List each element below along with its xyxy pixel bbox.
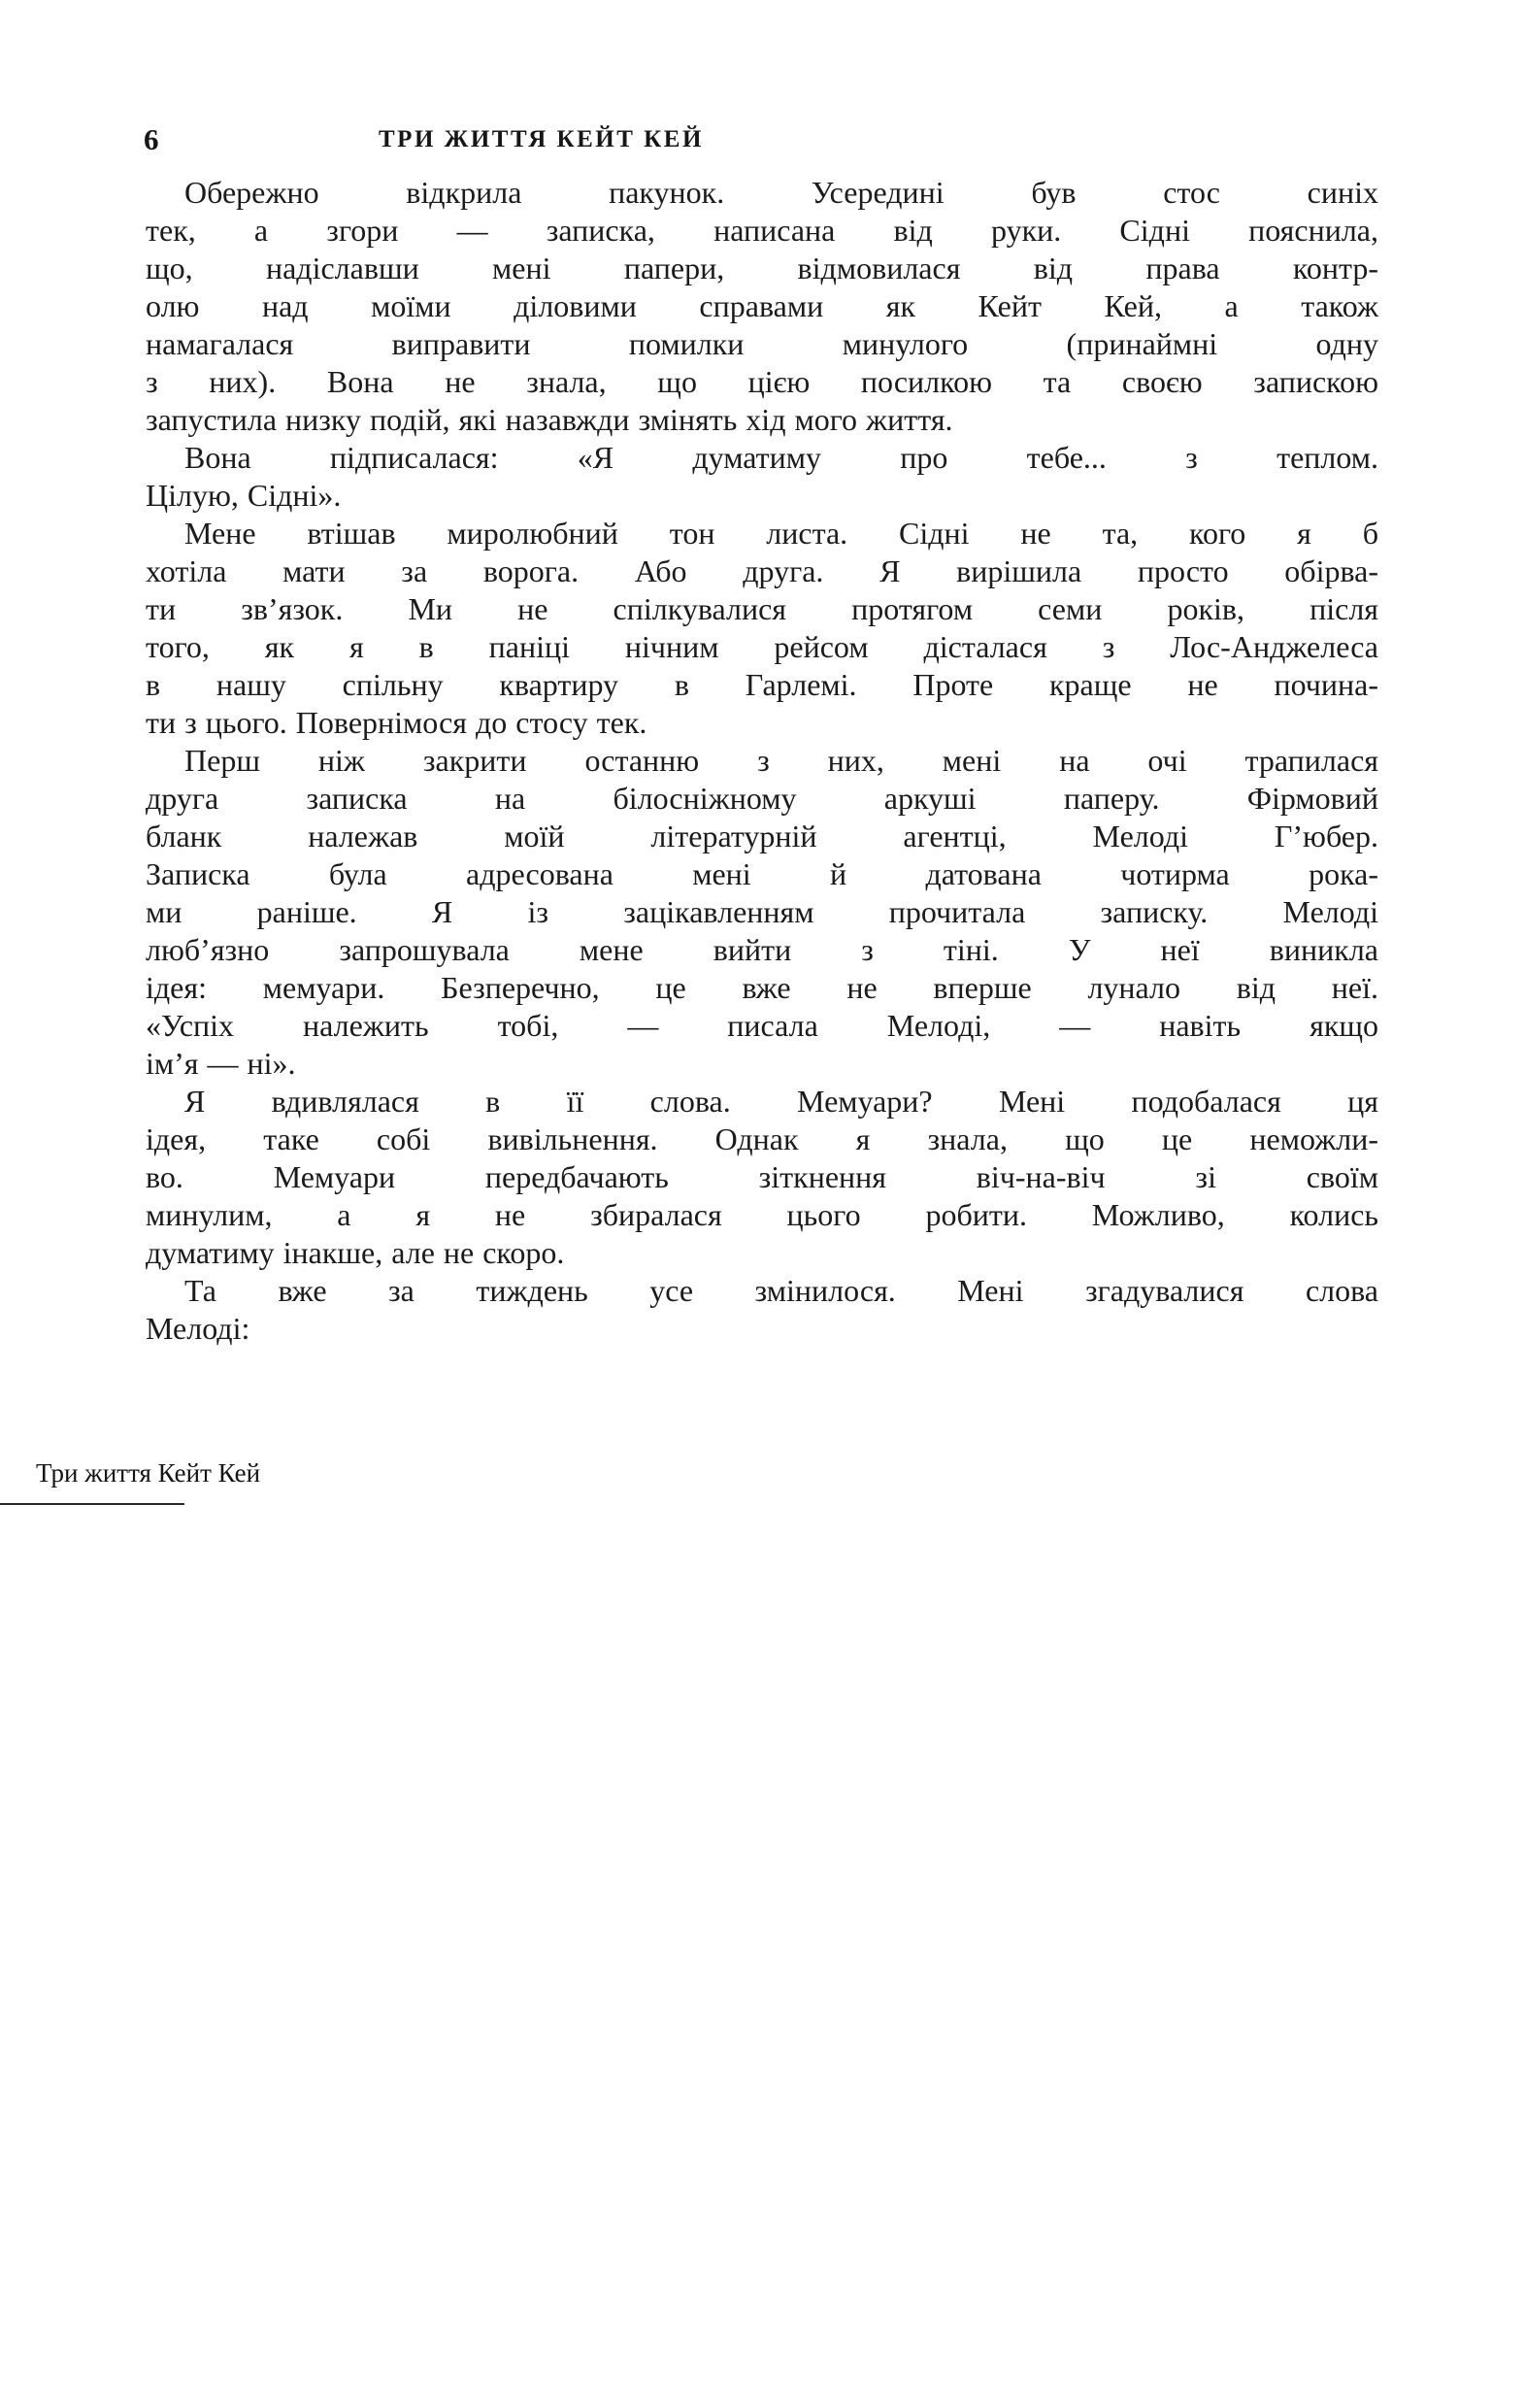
paragraph [146,515,1378,742]
text-line: що, надіславши мені папери, відмовилася від права контр- [146,251,1378,285]
footer-title: Три життя Кейт Кей [36,1458,261,1488]
text-line: того, як я в паніці нічним рейсом дісталася з Лос-Анджелеса [146,629,1378,664]
paragraph [146,742,1378,1083]
text-line: запустила низку подій, які назавжди змінять хід мого життя. [146,402,953,437]
footer-rule [0,1503,184,1505]
text-line: в нашу спільну квартиру в Гарлемі. Проте краще не почина- [146,667,1378,702]
text-line: ідея, таке собі вивільнення. Однак я знала, що це неможли- [146,1121,1378,1156]
text-line: Та вже за тиждень усе змінилося. Мені згадувалися слова [184,1273,1378,1308]
page-number: 6 [144,122,159,156]
text-line: Обережно відкрила пакунок. Усередині був стос синіх [184,175,1378,210]
text-line: ім’я — ні». [146,1046,296,1081]
text-line: ти зв’язок. Ми не спілкувалися протягом семи років, після [146,591,1378,626]
text-line: минулим, а я не збиралася цього робити. Можливо, колись [146,1197,1378,1232]
text-line: Я вдивлялася в її слова. Мемуари? Мені подобалася ця [184,1084,1378,1119]
text-line: Записка була адресована мені й датована чотирма рока- [146,856,1378,891]
text-line: Мене втішав миролюбний тон листа. Сідні не та, кого я б [184,516,1378,551]
text-line: во. Мемуари передбачають зіткнення віч-на-віч зі своїм [146,1159,1378,1194]
text-line: Перш ніж закрити останню з них, мені на очі трапилася [184,743,1378,778]
text-line: Мелоді: [146,1311,250,1346]
text-line: ти з цього. Повернімося до стосу тек. [146,705,647,740]
text-line: намагалася виправити помилки минулого (принаймні одну [146,326,1378,361]
page-header [0,122,1525,165]
text-line: Вона підписалася: «Я думатиму про тебе... з теплом. [184,440,1378,475]
paragraph [146,439,1378,515]
running-title: ТРИ ЖИТТЯ КЕЙТ КЕЙ [379,126,704,152]
text-line: Цілую, Сідні». [146,478,342,513]
text-line: думатиму інакше, але не скоро. [146,1235,565,1270]
text-line: друга записка на білосніжному аркуші паперу. Фірмовий [146,781,1378,816]
text-line: з них). Вона не знала, що цією посилкою та своєю запискою [146,364,1378,399]
paragraph [146,1272,1378,1348]
paragraph [146,174,1378,439]
text-line: бланк належав моїй літературній агентці, Мелоді Г’юбер. [146,819,1378,853]
text-line: «Успіх належить тобі, — писала Мелоді, — навіть якщо [146,1008,1378,1043]
text-line: олю над моїми діловими справами як Кейт Кей, а також [146,288,1378,323]
text-line: люб’язно запрошувала мене вийти з тіні. У неї виникла [146,932,1378,967]
text-line: ми раніше. Я із зацікавленням прочитала записку. Мелоді [146,894,1378,929]
text-line: тек, а згори — записка, написана від руки. Сідні пояснила, [146,213,1378,248]
text-line: хотіла мати за ворога. Або друга. Я вирішила просто обірва- [146,553,1378,588]
text-line: ідея: мемуари. Безперечно, це вже не вперше лунало від неї. [146,970,1378,1005]
body-text [146,174,1378,1348]
paragraph [146,1083,1378,1272]
